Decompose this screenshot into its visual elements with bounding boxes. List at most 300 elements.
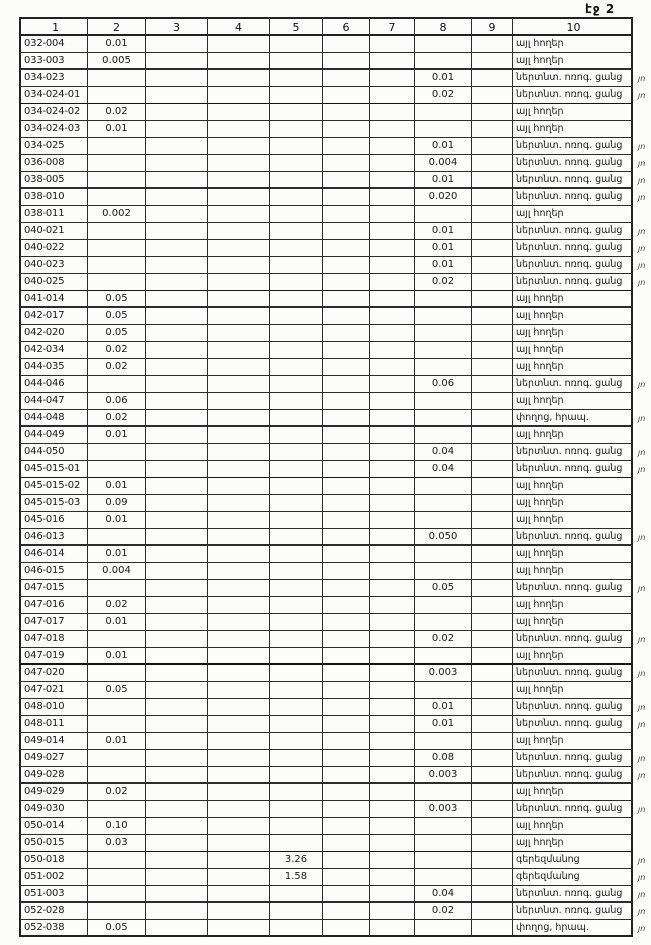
empty-cell bbox=[323, 699, 370, 716]
area-value-cell bbox=[88, 138, 146, 155]
area-value-cell: 0.01 bbox=[88, 121, 146, 138]
area-value-cell bbox=[270, 886, 323, 903]
area-value-cell bbox=[88, 70, 146, 87]
parcel-code-cell: 044-047 bbox=[19, 393, 88, 410]
empty-cell bbox=[208, 155, 270, 172]
area-value-cell bbox=[270, 614, 323, 631]
empty-cell bbox=[472, 104, 513, 121]
empty-cell bbox=[370, 920, 415, 937]
empty-cell bbox=[323, 359, 370, 376]
empty-cell bbox=[370, 444, 415, 461]
parcel-code-cell: 041-014 bbox=[19, 291, 88, 308]
empty-cell bbox=[323, 852, 370, 869]
area-value-cell: 0.003 bbox=[415, 767, 472, 784]
table-row bbox=[19, 631, 651, 648]
margin-cutoff-text: յո bbox=[638, 159, 646, 168]
table-row bbox=[19, 512, 651, 529]
parcel-code-cell: 046-013 bbox=[19, 529, 88, 546]
empty-cell bbox=[370, 359, 415, 376]
empty-cell bbox=[472, 580, 513, 597]
empty-cell bbox=[370, 716, 415, 733]
empty-cell bbox=[146, 682, 208, 699]
empty-cell bbox=[146, 325, 208, 342]
margin-cutoff-text bbox=[633, 614, 651, 631]
area-value-cell bbox=[88, 376, 146, 393]
margin-cutoff-text: յո bbox=[638, 754, 646, 763]
table-row bbox=[19, 308, 651, 325]
margin-cutoff-text: յո bbox=[638, 771, 646, 780]
parcel-code-cell: 047-017 bbox=[19, 614, 88, 631]
empty-cell bbox=[472, 495, 513, 512]
area-value-cell bbox=[270, 631, 323, 648]
area-value-cell: 0.003 bbox=[415, 665, 472, 682]
margin-cutoff-text bbox=[633, 784, 651, 801]
empty-cell bbox=[208, 631, 270, 648]
table-row bbox=[19, 121, 651, 138]
area-value-cell: 0.02 bbox=[415, 903, 472, 920]
parcel-code-cell: 034-024-01 bbox=[19, 87, 88, 104]
empty-cell bbox=[146, 240, 208, 257]
empty-cell bbox=[146, 393, 208, 410]
margin-cutoff-text: յո bbox=[638, 890, 646, 899]
land-type-cell: այլ հողեր bbox=[513, 682, 633, 699]
parcel-code-cell: 034-024-03 bbox=[19, 121, 88, 138]
empty-cell bbox=[472, 257, 513, 274]
empty-cell bbox=[208, 342, 270, 359]
parcel-code-cell: 051-003 bbox=[19, 886, 88, 903]
area-value-cell bbox=[270, 716, 323, 733]
area-value-cell: 0.05 bbox=[88, 291, 146, 308]
empty-cell bbox=[472, 189, 513, 206]
table-row bbox=[19, 920, 651, 937]
empty-cell bbox=[146, 699, 208, 716]
empty-cell bbox=[323, 563, 370, 580]
table-row bbox=[19, 461, 651, 478]
area-value-cell bbox=[270, 325, 323, 342]
empty-cell bbox=[146, 36, 208, 53]
land-type-cell: ներտնտ. ոռոգ. ցանց bbox=[513, 70, 633, 87]
empty-cell bbox=[472, 767, 513, 784]
parcel-code-cell: 036-008 bbox=[19, 155, 88, 172]
table-row bbox=[19, 767, 651, 784]
column-header-3: 3 bbox=[146, 17, 208, 36]
area-value-cell bbox=[415, 206, 472, 223]
empty-cell bbox=[146, 410, 208, 427]
empty-cell bbox=[370, 495, 415, 512]
area-value-cell bbox=[88, 257, 146, 274]
area-value-cell bbox=[88, 155, 146, 172]
column-header-2: 2 bbox=[88, 17, 146, 36]
area-value-cell: 0.01 bbox=[415, 716, 472, 733]
empty-cell bbox=[370, 546, 415, 563]
margin-cutoff-text: յո bbox=[638, 261, 646, 270]
parcel-code-cell: 042-017 bbox=[19, 308, 88, 325]
area-value-cell: 0.02 bbox=[88, 784, 146, 801]
area-value-cell bbox=[415, 835, 472, 852]
parcel-code-cell: 044-035 bbox=[19, 359, 88, 376]
empty-cell bbox=[472, 291, 513, 308]
table-row bbox=[19, 835, 651, 852]
area-value-cell bbox=[415, 682, 472, 699]
land-type-cell: գերեզմանոց bbox=[513, 869, 633, 886]
parcel-code-cell: 047-016 bbox=[19, 597, 88, 614]
parcel-code-cell: 047-021 bbox=[19, 682, 88, 699]
area-value-cell: 0.020 bbox=[415, 189, 472, 206]
empty-cell bbox=[370, 614, 415, 631]
parcel-code-cell: 049-014 bbox=[19, 733, 88, 750]
empty-cell bbox=[323, 444, 370, 461]
parcel-code-cell: 042-034 bbox=[19, 342, 88, 359]
table-row bbox=[19, 614, 651, 631]
table-row bbox=[19, 852, 651, 869]
area-value-cell bbox=[270, 835, 323, 852]
empty-cell bbox=[208, 172, 270, 189]
parcel-code-cell: 049-027 bbox=[19, 750, 88, 767]
area-value-cell bbox=[88, 750, 146, 767]
empty-cell bbox=[472, 70, 513, 87]
table-row bbox=[19, 359, 651, 376]
parcel-code-cell: 040-022 bbox=[19, 240, 88, 257]
empty-cell bbox=[370, 223, 415, 240]
margin-cutoff-text bbox=[633, 546, 651, 563]
empty-cell bbox=[323, 121, 370, 138]
area-value-cell: 0.01 bbox=[415, 240, 472, 257]
empty-cell bbox=[472, 308, 513, 325]
area-value-cell bbox=[88, 665, 146, 682]
table-row bbox=[19, 87, 651, 104]
area-value-cell: 0.06 bbox=[415, 376, 472, 393]
land-type-cell: ներտնտ. ոռոգ. ցանց bbox=[513, 274, 633, 291]
margin-cutoff-text: յո bbox=[638, 669, 646, 678]
area-value-cell bbox=[88, 801, 146, 818]
empty-cell bbox=[208, 70, 270, 87]
area-value-cell bbox=[88, 444, 146, 461]
empty-cell bbox=[472, 835, 513, 852]
empty-cell bbox=[146, 257, 208, 274]
area-value-cell bbox=[270, 818, 323, 835]
empty-cell bbox=[208, 920, 270, 937]
margin-cutoff-text: յո bbox=[638, 448, 646, 457]
area-value-cell bbox=[415, 410, 472, 427]
empty-cell bbox=[208, 308, 270, 325]
empty-cell bbox=[323, 53, 370, 70]
empty-cell bbox=[472, 172, 513, 189]
area-value-cell: 0.04 bbox=[415, 461, 472, 478]
empty-cell bbox=[146, 750, 208, 767]
land-type-cell: ներտնտ. ոռոգ. ցանց bbox=[513, 444, 633, 461]
empty-cell bbox=[472, 597, 513, 614]
area-value-cell bbox=[415, 784, 472, 801]
margin-cutoff-text: յո bbox=[638, 584, 646, 593]
empty-cell bbox=[146, 529, 208, 546]
empty-cell bbox=[146, 563, 208, 580]
area-value-cell: 0.04 bbox=[415, 886, 472, 903]
margin-cutoff-text: յո bbox=[638, 278, 646, 287]
area-value-cell: 0.01 bbox=[415, 70, 472, 87]
area-value-cell bbox=[88, 240, 146, 257]
empty-cell bbox=[208, 121, 270, 138]
area-value-cell bbox=[270, 274, 323, 291]
land-type-cell: այլ հողեր bbox=[513, 733, 633, 750]
area-value-cell bbox=[415, 342, 472, 359]
empty-cell bbox=[323, 529, 370, 546]
empty-cell bbox=[472, 631, 513, 648]
parcel-code-cell: 046-015 bbox=[19, 563, 88, 580]
area-value-cell: 0.02 bbox=[415, 274, 472, 291]
empty-cell bbox=[146, 274, 208, 291]
parcel-code-cell: 048-010 bbox=[19, 699, 88, 716]
empty-cell bbox=[208, 189, 270, 206]
empty-cell bbox=[472, 478, 513, 495]
area-value-cell: 0.01 bbox=[88, 733, 146, 750]
area-value-cell bbox=[88, 189, 146, 206]
parcel-code-cell: 045-016 bbox=[19, 512, 88, 529]
area-value-cell bbox=[415, 512, 472, 529]
empty-cell bbox=[370, 87, 415, 104]
parcel-code-cell: 045-015-02 bbox=[19, 478, 88, 495]
margin-cutoff-text bbox=[633, 495, 651, 512]
margin-cutoff-text bbox=[633, 563, 651, 580]
area-value-cell: 0.06 bbox=[88, 393, 146, 410]
margin-cutoff-text bbox=[633, 291, 651, 308]
empty-cell bbox=[323, 138, 370, 155]
empty-cell bbox=[370, 818, 415, 835]
table-row bbox=[19, 682, 651, 699]
empty-cell bbox=[370, 869, 415, 886]
empty-cell bbox=[208, 495, 270, 512]
empty-cell bbox=[323, 495, 370, 512]
table-row bbox=[19, 291, 651, 308]
column-header-7: 7 bbox=[370, 17, 415, 36]
table-row bbox=[19, 223, 651, 240]
land-type-cell: այլ հողեր bbox=[513, 546, 633, 563]
empty-cell bbox=[472, 546, 513, 563]
area-value-cell bbox=[415, 325, 472, 342]
empty-cell bbox=[370, 699, 415, 716]
area-value-cell bbox=[88, 87, 146, 104]
parcel-code-cell: 042-020 bbox=[19, 325, 88, 342]
area-value-cell bbox=[270, 512, 323, 529]
table-header-row bbox=[19, 17, 651, 36]
empty-cell bbox=[146, 172, 208, 189]
empty-cell bbox=[146, 376, 208, 393]
area-value-cell bbox=[270, 648, 323, 665]
empty-cell bbox=[146, 835, 208, 852]
land-type-cell: այլ հողեր bbox=[513, 818, 633, 835]
empty-cell bbox=[472, 461, 513, 478]
empty-cell bbox=[146, 359, 208, 376]
empty-cell bbox=[370, 36, 415, 53]
area-value-cell: 0.002 bbox=[88, 206, 146, 223]
parcel-code-cell: 034-023 bbox=[19, 70, 88, 87]
empty-cell bbox=[208, 784, 270, 801]
area-value-cell: 0.02 bbox=[88, 597, 146, 614]
table-row bbox=[19, 495, 651, 512]
margin-cutoff-text: յո bbox=[638, 805, 646, 814]
area-value-cell: 0.05 bbox=[88, 920, 146, 937]
area-value-cell bbox=[270, 223, 323, 240]
area-value-cell bbox=[415, 920, 472, 937]
empty-cell bbox=[323, 410, 370, 427]
empty-cell bbox=[472, 699, 513, 716]
empty-cell bbox=[208, 869, 270, 886]
margin-cutoff-text: յո bbox=[638, 907, 646, 916]
empty-cell bbox=[472, 444, 513, 461]
land-type-cell: այլ հողեր bbox=[513, 121, 633, 138]
empty-cell bbox=[323, 886, 370, 903]
empty-cell bbox=[208, 733, 270, 750]
area-value-cell bbox=[270, 240, 323, 257]
empty-cell bbox=[472, 410, 513, 427]
area-value-cell: 3.26 bbox=[270, 852, 323, 869]
empty-cell bbox=[146, 869, 208, 886]
empty-cell bbox=[370, 308, 415, 325]
area-value-cell bbox=[415, 614, 472, 631]
empty-cell bbox=[146, 852, 208, 869]
empty-cell bbox=[323, 393, 370, 410]
area-value-cell: 0.01 bbox=[88, 648, 146, 665]
empty-cell bbox=[323, 716, 370, 733]
empty-cell bbox=[370, 325, 415, 342]
empty-cell bbox=[146, 733, 208, 750]
empty-cell bbox=[146, 665, 208, 682]
empty-cell bbox=[472, 648, 513, 665]
margin-cutoff-text: յո bbox=[638, 873, 646, 882]
area-value-cell bbox=[88, 767, 146, 784]
area-value-cell bbox=[415, 563, 472, 580]
empty-cell bbox=[370, 580, 415, 597]
area-value-cell: 0.05 bbox=[88, 325, 146, 342]
margin-cutoff-text bbox=[633, 359, 651, 376]
empty-cell bbox=[146, 818, 208, 835]
empty-cell bbox=[323, 206, 370, 223]
table-row bbox=[19, 104, 651, 121]
parcel-code-cell: 049-028 bbox=[19, 767, 88, 784]
margin-cutoff-text: յո bbox=[638, 74, 646, 83]
column-header-5: 5 bbox=[270, 17, 323, 36]
empty-cell bbox=[146, 478, 208, 495]
empty-cell bbox=[146, 580, 208, 597]
empty-cell bbox=[208, 325, 270, 342]
parcel-code-cell: 048-011 bbox=[19, 716, 88, 733]
empty-cell bbox=[146, 597, 208, 614]
empty-cell bbox=[370, 801, 415, 818]
empty-cell bbox=[370, 104, 415, 121]
area-value-cell bbox=[415, 359, 472, 376]
empty-cell bbox=[323, 325, 370, 342]
empty-cell bbox=[208, 223, 270, 240]
empty-cell bbox=[472, 155, 513, 172]
area-value-cell: 0.050 bbox=[415, 529, 472, 546]
land-type-cell: այլ հողեր bbox=[513, 563, 633, 580]
margin-cutoff-text: յո bbox=[638, 533, 646, 542]
area-value-cell bbox=[270, 342, 323, 359]
margin-cutoff-text bbox=[633, 512, 651, 529]
column-header-8: 8 bbox=[415, 17, 472, 36]
empty-cell bbox=[146, 886, 208, 903]
empty-cell bbox=[208, 359, 270, 376]
parcel-code-cell: 044-048 bbox=[19, 410, 88, 427]
margin-cutoff-text bbox=[633, 648, 651, 665]
empty-cell bbox=[323, 903, 370, 920]
empty-cell bbox=[208, 852, 270, 869]
empty-cell bbox=[146, 427, 208, 444]
empty-cell bbox=[370, 835, 415, 852]
empty-cell bbox=[370, 784, 415, 801]
area-value-cell: 0.01 bbox=[88, 36, 146, 53]
empty-cell bbox=[472, 716, 513, 733]
empty-cell bbox=[323, 104, 370, 121]
table-row bbox=[19, 172, 651, 189]
parcel-code-cell: 040-021 bbox=[19, 223, 88, 240]
empty-cell bbox=[208, 886, 270, 903]
empty-cell bbox=[323, 920, 370, 937]
empty-cell bbox=[370, 461, 415, 478]
land-type-cell: այլ հողեր bbox=[513, 648, 633, 665]
empty-cell bbox=[472, 750, 513, 767]
table-row bbox=[19, 70, 651, 87]
area-value-cell: 0.01 bbox=[415, 223, 472, 240]
empty-cell bbox=[208, 801, 270, 818]
empty-cell bbox=[370, 206, 415, 223]
area-value-cell: 0.01 bbox=[415, 699, 472, 716]
area-value-cell bbox=[270, 257, 323, 274]
area-value-cell bbox=[270, 410, 323, 427]
empty-cell bbox=[323, 70, 370, 87]
margin-cutoff-text: յո bbox=[638, 176, 646, 185]
land-type-cell: ներտնտ. ոռոգ. ցանց bbox=[513, 223, 633, 240]
table-row bbox=[19, 189, 651, 206]
margin-cutoff-text: յո bbox=[638, 924, 646, 933]
empty-cell bbox=[146, 342, 208, 359]
margin-cutoff-text: յո bbox=[638, 635, 646, 644]
margin-cutoff-text bbox=[633, 53, 651, 70]
area-value-cell bbox=[270, 801, 323, 818]
empty-cell bbox=[472, 563, 513, 580]
table-row bbox=[19, 648, 651, 665]
area-value-cell bbox=[270, 597, 323, 614]
area-value-cell: 0.09 bbox=[88, 495, 146, 512]
table-row bbox=[19, 750, 651, 767]
empty-cell bbox=[370, 393, 415, 410]
parcel-code-cell: 051-002 bbox=[19, 869, 88, 886]
table-row bbox=[19, 240, 651, 257]
area-value-cell bbox=[415, 478, 472, 495]
empty-cell bbox=[323, 240, 370, 257]
land-type-cell: այլ հողեր bbox=[513, 614, 633, 631]
empty-cell bbox=[208, 767, 270, 784]
empty-cell bbox=[146, 444, 208, 461]
empty-cell bbox=[323, 682, 370, 699]
parcel-code-cell: 047-020 bbox=[19, 665, 88, 682]
empty-cell bbox=[323, 614, 370, 631]
empty-cell bbox=[472, 886, 513, 903]
empty-cell bbox=[323, 597, 370, 614]
margin-cutoff-text bbox=[633, 835, 651, 852]
table-row bbox=[19, 886, 651, 903]
empty-cell bbox=[208, 546, 270, 563]
land-type-cell: ներտնտ. ոռոգ. ցանց bbox=[513, 716, 633, 733]
empty-cell bbox=[208, 478, 270, 495]
empty-cell bbox=[323, 767, 370, 784]
table-row bbox=[19, 53, 651, 70]
area-value-cell bbox=[88, 223, 146, 240]
area-value-cell: 0.08 bbox=[415, 750, 472, 767]
area-value-cell: 0.01 bbox=[415, 138, 472, 155]
margin-cutoff-text: յո bbox=[638, 244, 646, 253]
empty-cell bbox=[370, 427, 415, 444]
area-value-cell bbox=[270, 563, 323, 580]
